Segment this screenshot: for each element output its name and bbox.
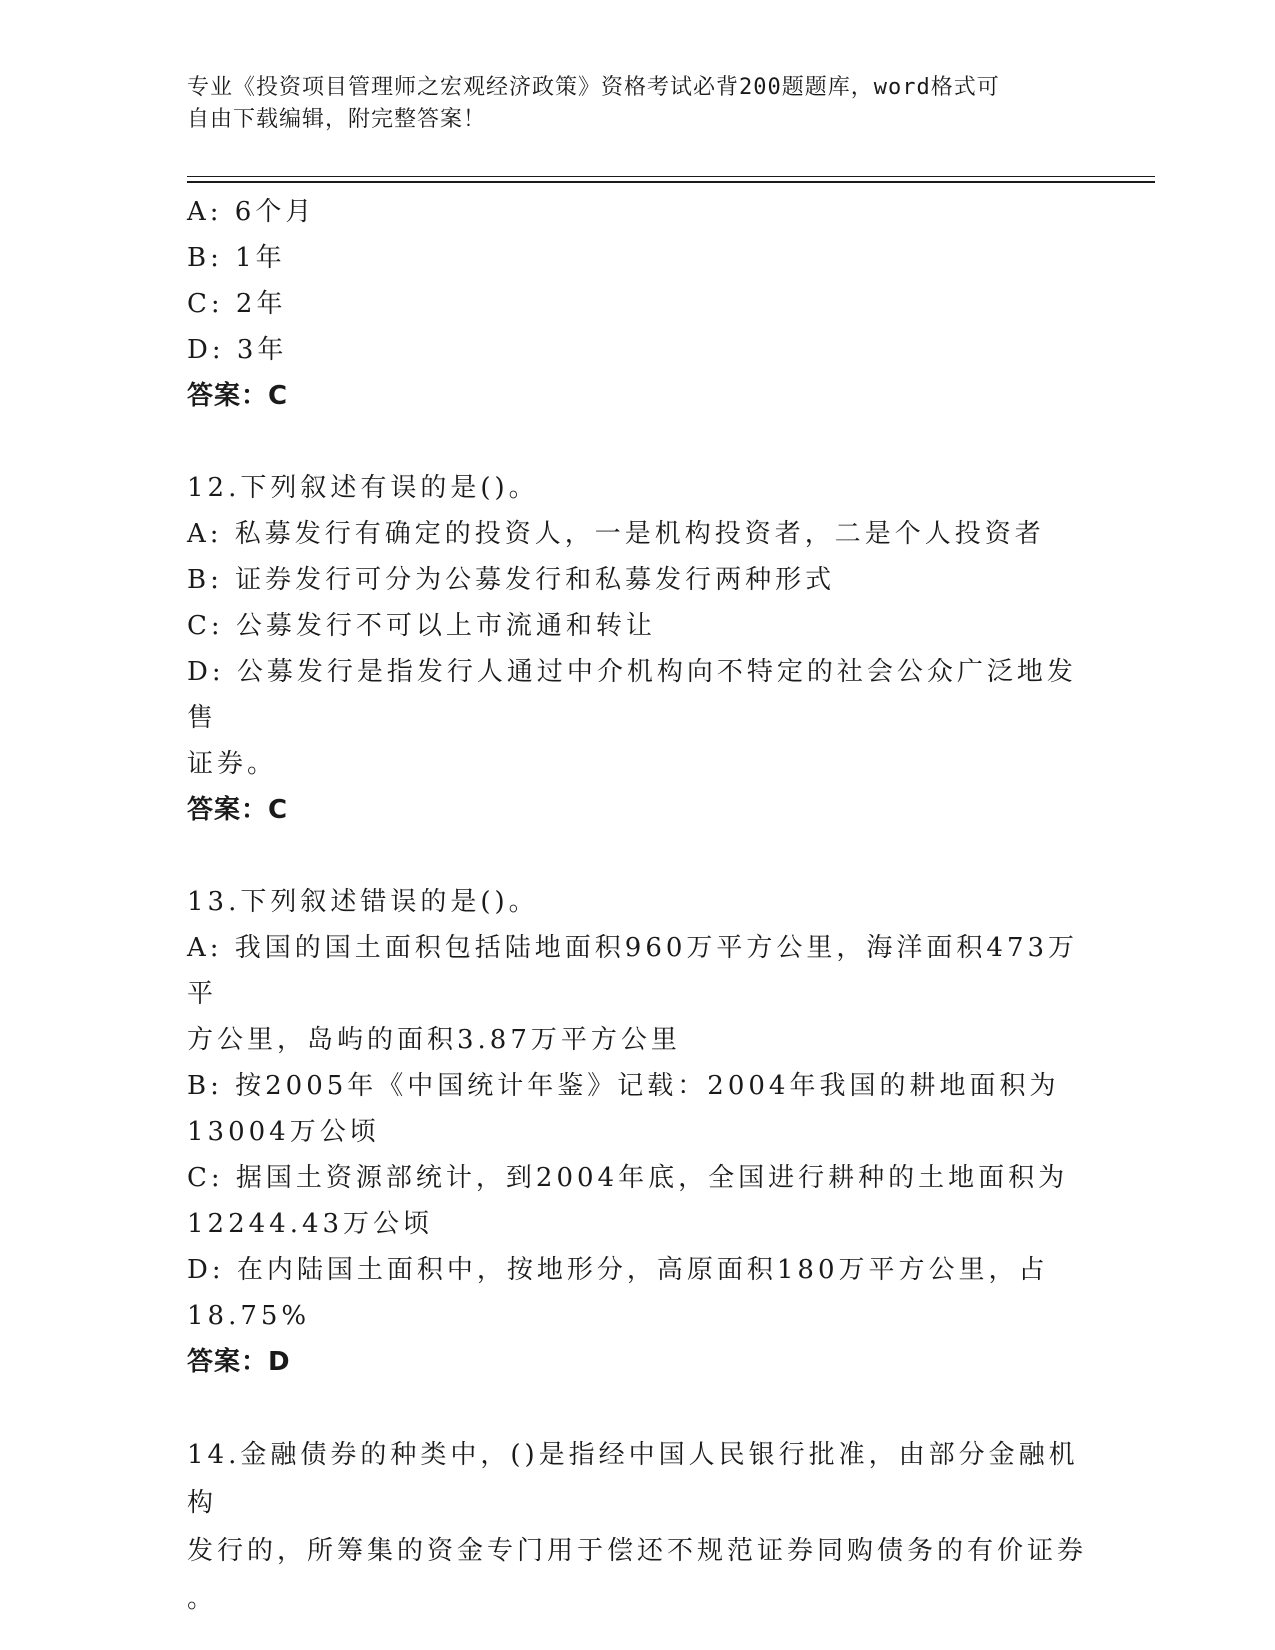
option-b: B: 按2005年《中国统计年鉴》记载：2004年我国的耕地面积为 (187, 1071, 1060, 1101)
option-a: A: 6个月 (187, 197, 316, 227)
question-13 (187, 879, 1087, 1385)
option-c: C: 据国土资源部统计，到2004年底，全国进行耕种的土地面积为 (187, 1163, 1069, 1193)
option-c: C: 公募发行不可以上市流通和转让 (187, 611, 656, 641)
option-d: D: 在内陆国土面积中，按地形分，高原面积180万平方公里，占 (187, 1255, 1049, 1285)
header-line-1: 专业《投资项目管理师之宏观经济政策》资格考试必背200题题库，word格式可 (187, 75, 1000, 100)
header-divider-thin (187, 176, 1155, 177)
spacer (187, 1385, 1087, 1431)
question-stem: 13.下列叙述错误的是()。 (187, 887, 539, 917)
option-c-continued: 12244.43万公顷 (187, 1209, 434, 1239)
option-d: D: 3年 (187, 335, 288, 365)
option-b: B: 证券发行可分为公募发行和私募发行两种形式 (187, 565, 836, 595)
answer: 答案：D (187, 1347, 291, 1377)
spacer (187, 419, 1087, 465)
option-c: C: 2年 (187, 289, 287, 319)
question-list (187, 189, 1087, 1623)
option-d-continued: 证券。 (187, 749, 278, 779)
question-12 (187, 465, 1087, 833)
question-stem-line-3: 。 (187, 1584, 218, 1614)
spacer (187, 833, 1087, 879)
question-11 (187, 189, 1087, 419)
header-line-2: 自由下载编辑，附完整答案！ (187, 107, 487, 132)
option-d: D: 公募发行是指发行人通过中介机构向不特定的社会公众广泛地发售 (187, 657, 1077, 733)
option-b: B: 1年 (187, 243, 286, 273)
option-a-continued: 方公里，岛屿的面积3.87万平方公里 (187, 1025, 681, 1055)
question-14 (187, 1431, 1087, 1623)
answer: 答案：C (187, 795, 289, 825)
option-b-continued: 13004万公顷 (187, 1117, 380, 1147)
document-header (187, 72, 1067, 136)
question-stem-line-2: 发行的，所筹集的资金专门用于偿还不规范证券同购债务的有价证券 (187, 1536, 1088, 1566)
answer: 答案：C (187, 381, 289, 411)
option-a: A: 私募发行有确定的投资人，一是机构投资者，二是个人投资者 (187, 519, 1045, 549)
option-a: A: 我国的国土面积包括陆地面积960万平方公里，海洋面积473万平 (187, 933, 1079, 1009)
question-stem: 12.下列叙述有误的是()。 (187, 473, 539, 503)
option-d-continued: 18.75% (187, 1301, 311, 1331)
header-divider-thick (187, 181, 1155, 183)
question-stem-line-1: 14.金融债券的种类中，()是指经中国人民银行批准，由部分金融机构 (187, 1440, 1079, 1518)
